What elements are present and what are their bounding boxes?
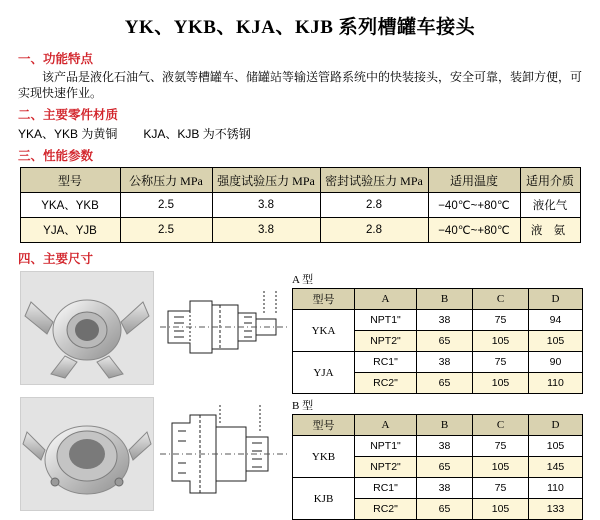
dim-header-cell: D — [529, 289, 583, 310]
material-brass-text: YKA、YKB 为黄铜 — [18, 127, 118, 141]
type-label-a: A 型 — [292, 274, 314, 286]
dimension-table-holder-a — [292, 271, 584, 394]
dim-cell-c: 105 — [473, 373, 529, 394]
perf-cell-nominal-pressure: 2.5 — [120, 193, 212, 218]
dim-header-cell: B — [417, 415, 473, 436]
dim-cell-d: 105 — [529, 331, 583, 352]
perf-cell-seal-pressure: 2.8 — [320, 218, 428, 243]
dim-cell-b: 65 — [417, 457, 473, 478]
perf-header-cell: 型号 — [20, 168, 120, 193]
section-heading-dimensions: 四、主要尺寸 — [18, 252, 94, 266]
perf-cell-medium: 液化气 — [520, 193, 580, 218]
section-heading-features: 一、功能特点 — [18, 52, 94, 66]
dim-header-cell: A — [355, 415, 417, 436]
dim-cell-a: NPT1" — [355, 310, 417, 331]
perf-cell-model: YKA、YKB — [20, 193, 120, 218]
perf-cell-strength-pressure: 3.8 — [212, 193, 320, 218]
page-title: YK、YKB、KJA、KJB 系列槽罐车接头 — [124, 17, 476, 38]
dim-cell-c: 75 — [473, 352, 529, 373]
dim-cell-model: YKA — [293, 310, 355, 352]
dim-cell-a: NPT2" — [355, 331, 417, 352]
features-paragraph: 该产品是液化石油气、液氨等槽罐车、储罐站等输送管路系统中的快装接头，安全可靠，装卸方便，可实现快速作业。 — [18, 70, 583, 100]
table-row — [293, 310, 583, 331]
perf-cell-strength-pressure: 3.8 — [212, 218, 320, 243]
perf-cell-nominal-pressure: 2.5 — [120, 218, 212, 243]
table-row — [293, 478, 583, 499]
section-heading-material: 二、主要零件材质 — [18, 108, 119, 122]
dim-cell-model: KJB — [293, 478, 355, 520]
dim-cell-model: YJA — [293, 352, 355, 394]
table-row — [20, 218, 580, 243]
dim-header-cell: 型号 — [293, 289, 355, 310]
dim-header-cell: 型号 — [293, 415, 355, 436]
perf-cell-temperature: −40℃~+80℃ — [428, 218, 520, 243]
dim-cell-model: YKB — [293, 436, 355, 478]
dim-cell-b: 38 — [417, 478, 473, 499]
material-line — [18, 125, 582, 142]
dim-cell-d: 110 — [529, 478, 583, 499]
dimension-table-holder-b — [292, 397, 584, 520]
dim-cell-c: 105 — [473, 331, 529, 352]
dim-header-cell: C — [473, 415, 529, 436]
dim-header-cell: C — [473, 289, 529, 310]
perf-cell-model: YJA、YJB — [20, 218, 120, 243]
dim-cell-b: 65 — [417, 499, 473, 520]
section-heading-performance: 三、性能参数 — [18, 149, 94, 163]
table-header-row — [20, 168, 580, 193]
table-row — [293, 352, 583, 373]
dim-cell-a: RC2" — [355, 373, 417, 394]
table-header-row — [293, 415, 583, 436]
perf-cell-seal-pressure: 2.8 — [320, 193, 428, 218]
dim-cell-c: 105 — [473, 457, 529, 478]
dim-cell-c: 75 — [473, 436, 529, 457]
dim-cell-a: RC2" — [355, 499, 417, 520]
dim-cell-d: 133 — [529, 499, 583, 520]
dim-header-cell: B — [417, 289, 473, 310]
material-steel-text: KJA、KJB 为不锈钢 — [143, 127, 251, 141]
performance-table — [20, 167, 581, 243]
dim-cell-a: NPT2" — [355, 457, 417, 478]
dim-cell-d: 90 — [529, 352, 583, 373]
perf-header-cell: 公称压力 MPa — [120, 168, 212, 193]
dim-cell-d: 145 — [529, 457, 583, 478]
dimension-table-b — [292, 414, 583, 520]
dim-cell-a: RC1" — [355, 478, 417, 499]
dimensions-section — [0, 271, 600, 515]
perf-header-cell: 适用温度 — [428, 168, 520, 193]
coupling-photo-b — [20, 397, 154, 511]
dim-header-cell: A — [355, 289, 417, 310]
dim-cell-a: RC1" — [355, 352, 417, 373]
type-label-b: B 型 — [292, 400, 314, 412]
dimension-block-a — [0, 271, 600, 389]
perf-header-cell: 密封试验压力 MPa — [320, 168, 428, 193]
dim-header-cell: D — [529, 415, 583, 436]
coupling-drawing-a — [160, 271, 288, 383]
dim-cell-b: 65 — [417, 373, 473, 394]
dim-cell-c: 75 — [473, 310, 529, 331]
perf-header-cell: 适用介质 — [520, 168, 580, 193]
table-header-row — [293, 289, 583, 310]
dim-cell-d: 105 — [529, 436, 583, 457]
dim-cell-b: 38 — [417, 436, 473, 457]
dim-cell-b: 38 — [417, 310, 473, 331]
table-row — [20, 193, 580, 218]
perf-cell-medium: 液 氨 — [520, 218, 580, 243]
coupling-drawing-b — [160, 397, 288, 509]
table-row — [293, 436, 583, 457]
dimension-block-b — [0, 397, 600, 515]
dim-cell-b: 65 — [417, 331, 473, 352]
dim-cell-d: 94 — [529, 310, 583, 331]
dim-cell-b: 38 — [417, 352, 473, 373]
perf-cell-temperature: −40℃~+80℃ — [428, 193, 520, 218]
dim-cell-c: 75 — [473, 478, 529, 499]
dim-cell-d: 110 — [529, 373, 583, 394]
dim-cell-a: NPT1" — [355, 436, 417, 457]
dim-cell-c: 105 — [473, 499, 529, 520]
coupling-photo-a — [20, 271, 154, 385]
perf-header-cell: 强度试验压力 MPa — [212, 168, 320, 193]
dimension-table-a — [292, 288, 583, 394]
